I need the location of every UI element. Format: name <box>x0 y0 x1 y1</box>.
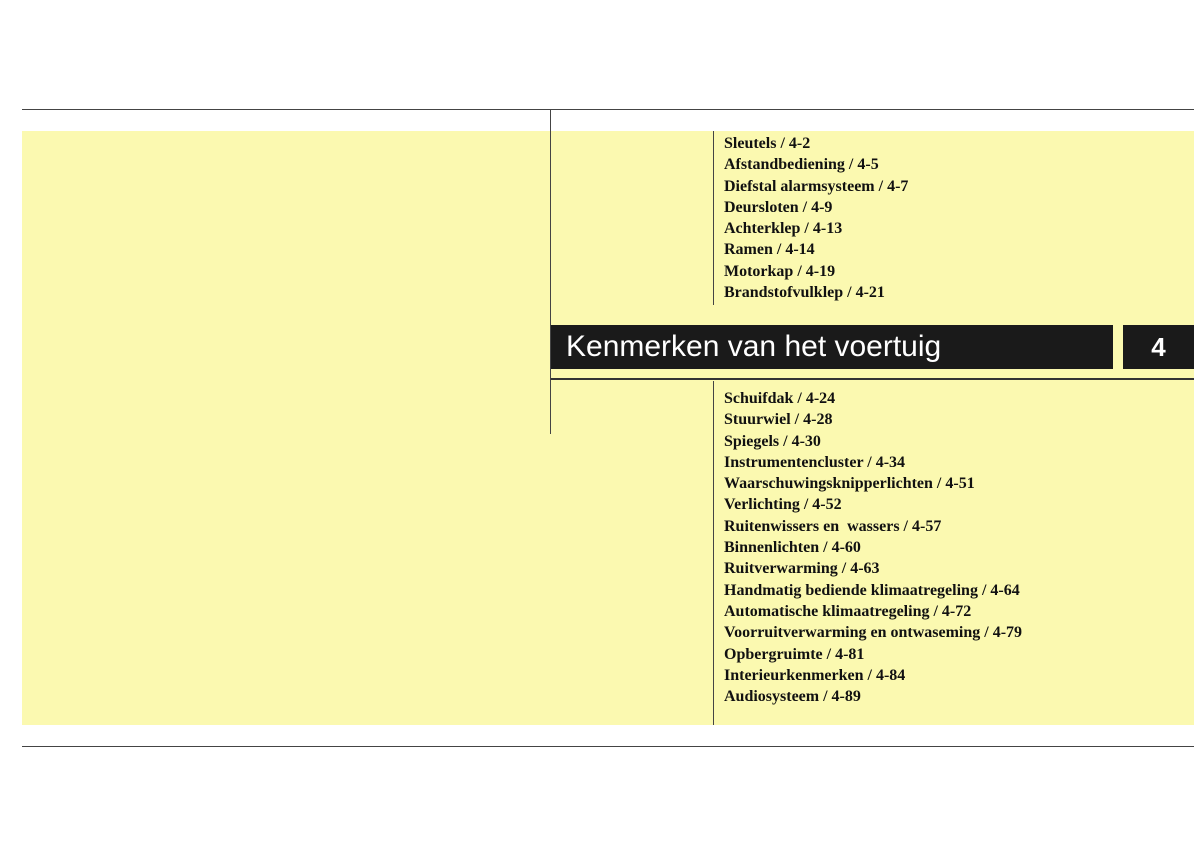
bottom-rule <box>22 746 1194 747</box>
toc-item[interactable]: Brandstofvulklep / 4-21 <box>724 284 885 302</box>
toc-item[interactable]: Schuifdak / 4-24 <box>724 390 836 407</box>
left-divider <box>550 109 551 434</box>
toc-list-bottom <box>724 388 1022 707</box>
toc-item[interactable]: Afstandbediening / 4-5 <box>724 156 879 174</box>
toc-item[interactable]: Voorruitverwarming en ontwaseming / 4-79 <box>724 624 1023 642</box>
toc-item[interactable]: Interieurkenmerken / 4-84 <box>724 666 906 684</box>
toc-item[interactable]: Diefstal alarmsysteem / 4-7 <box>724 177 909 195</box>
toc-item[interactable]: Spiegels / 4-30 <box>724 432 821 450</box>
toc-item[interactable]: Instrumentencluster / 4-34 <box>724 453 906 471</box>
toc-item[interactable]: Stuurwiel / 4-28 <box>724 411 833 429</box>
toc-item[interactable]: Audiosysteem / 4-89 <box>724 688 861 706</box>
toc-item[interactable]: Ruitverwarming / 4-63 <box>724 560 880 578</box>
toc-item[interactable]: Binnenlichten / 4-60 <box>724 539 861 557</box>
chapter-title: Kenmerken van het voertuig <box>551 325 1113 369</box>
toc-item[interactable]: Verlichting / 4-52 <box>724 496 842 514</box>
toc-item[interactable]: Motorkap / 4-19 <box>724 262 836 280</box>
toc-item[interactable]: Waarschuwingsknipperlichten / 4-51 <box>724 475 975 493</box>
header-underline <box>551 378 1194 380</box>
toc-item[interactable]: Automatische klimaatregeling / 4-72 <box>724 602 972 620</box>
top-rule <box>22 109 1194 110</box>
toc-item[interactable]: Sleutels / 4-2 <box>724 135 811 152</box>
toc-item[interactable]: Ramen / 4-14 <box>724 241 815 259</box>
toc-item[interactable]: Ruitenwissers en wassers / 4-57 <box>724 517 942 535</box>
toc-item[interactable]: Achterklep / 4-13 <box>724 220 843 238</box>
chapter-number: 4 <box>1123 325 1194 369</box>
toc-item[interactable]: Opbergruimte / 4-81 <box>724 645 865 663</box>
toc-item[interactable]: Handmatig bediende klimaatregeling / 4-64 <box>724 581 1020 599</box>
toc-divider-top <box>713 131 714 305</box>
toc-divider-bottom <box>713 381 714 725</box>
toc-item[interactable]: Deursloten / 4-9 <box>724 198 833 216</box>
toc-list-top <box>724 133 908 303</box>
